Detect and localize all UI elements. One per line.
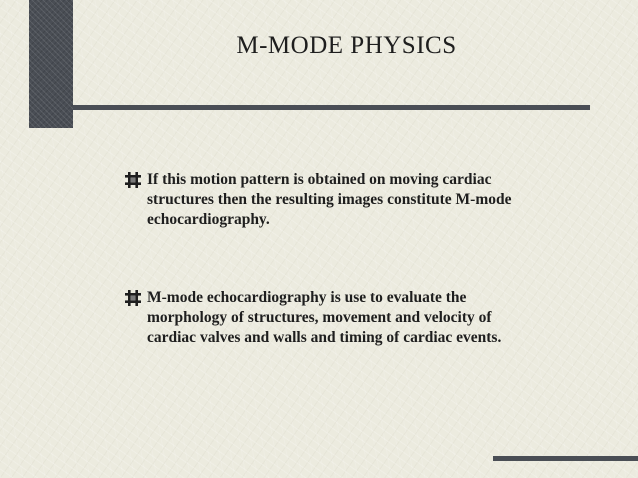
bullet-text: If this motion pattern is obtained on moving cardiac structures then the resulting images constitute M-mode echocardiography. xyxy=(147,171,512,228)
bullet-item xyxy=(124,170,534,230)
slide-title: M-MODE PHYSICS xyxy=(236,32,457,59)
title-underline-rule xyxy=(73,105,590,110)
decorative-corner-block xyxy=(29,0,73,128)
bullet-text: M-mode echocardiography is use to evaluate the morphology of structures, movement and velocity of cardiac valves and walls and timing of cardiac events. xyxy=(147,289,502,346)
hash-bullet-icon xyxy=(124,289,142,307)
hash-bullet-icon xyxy=(124,171,142,189)
bullet-item xyxy=(124,288,534,348)
bottom-accent-rule xyxy=(493,456,638,461)
